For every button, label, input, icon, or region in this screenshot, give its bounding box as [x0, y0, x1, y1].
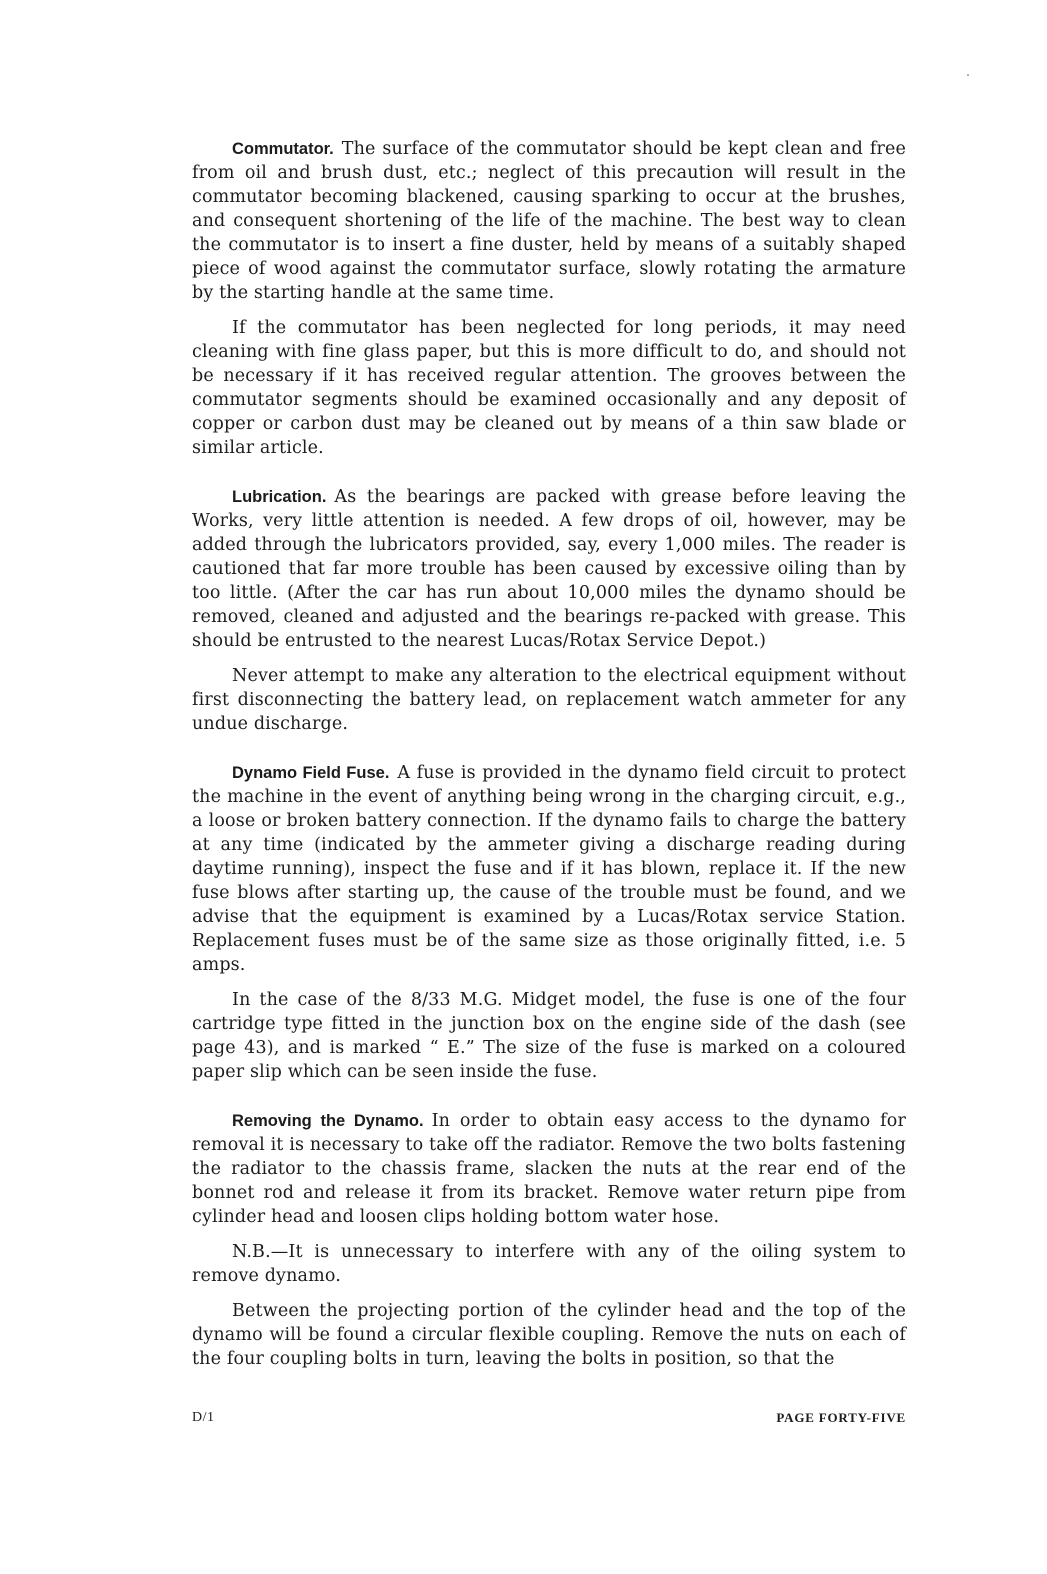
footer-code: D/1 — [192, 1410, 215, 1425]
lubrication-paragraph-2: Never attempt to make any alteration to the electrical equipment without first disconnecting the battery lead, on replacement watch ammeter for any undue discharge. — [192, 666, 906, 734]
lubrication-text: As the bearings are packed with grease before leaving the Works, very little attention is needed. A few drops of oil, however, may be added through the lubricators provided, say, every 1,000 miles. The reader is cautioned that far more trouble has been caused by excessive oiling than by too little. (After the car has run about 10,000 miles the dynamo should be removed, cleaned and adjusted and the bearings re-packed with grease. This should be entrusted to the nearest Lucas/Rotax Service Depot.) — [192, 487, 906, 651]
page-number: PAGE FORTY-FIVE — [776, 1410, 906, 1425]
commutator-paragraph — [192, 137, 906, 305]
commutator-heading: Commutator. — [232, 140, 334, 158]
page-footer — [192, 1410, 906, 1426]
fuse-paragraph — [192, 761, 906, 977]
removing-paragraph-2: N.B.—It is unnecessary to interfere with any of the oiling system to remove dynamo. — [192, 1242, 906, 1286]
fuse-heading: Dynamo Field Fuse. — [232, 764, 390, 782]
removing-text: In order to obtain easy access to the dynamo for removal it is necessary to take off the radiator. Remove the two bolts fastening the radiator to the chassis frame, slacken the nuts at the rear end of the bonnet rod and release it from its bracket. Remove water return pipe from cylinder head and loosen clips holding bottom water hose. — [192, 1111, 906, 1227]
fuse-paragraph-2: In the case of the 8/33 M.G. Midget model, the fuse is one of the four cartridge type fitted in the junction box on the engine side of the dash (see page 43), and is marked “ E.” The size of the fuse is marked on a coloured paper slip which can be seen inside the fuse. — [192, 990, 906, 1082]
commutator-text: The surface of the commutator should be kept clean and free from oil and brush dust, etc.; neglect of this precaution will result in the commutator becoming blackened, causing sparking to occur at the brushes, and consequent shortening of the life of the machine. The best way to clean the commutator is to insert a fine duster, held by means of a suitably shaped piece of wood against the commutator surface, slowly rotating the armature by the starting handle at the same time. — [192, 139, 906, 303]
lubrication-paragraph — [192, 485, 906, 653]
removing-paragraph-3: Between the projecting portion of the cylinder head and the top of the dynamo will be found a circular flexible coupling. Remove the nuts on each of the four coupling bolts in turn, leaving the bolts in position, so that the — [192, 1301, 906, 1369]
commutator-paragraph-2: If the commutator has been neglected for long periods, it may need cleaning with fine glass paper, but this is more difficult to do, and should not be necessary if it has received regular attention. The grooves between the commutator segments should be examined occasionally and any deposit of copper or carbon dust may be cleaned out by means of a thin saw blade or similar article. — [192, 318, 906, 458]
lubrication-heading: Lubrication. — [232, 488, 327, 506]
removing-paragraph — [192, 1109, 906, 1229]
page-body — [192, 137, 906, 1371]
fuse-text: A fuse is provided in the dynamo field circuit to protect the machine in the event of anything being wrong in the charging circuit, e.g., a loose or broken battery connection. If the dynamo fails to charge the battery at any time (indicated by the ammeter giving a discharge reading during daytime running), inspect the fuse and if it has blown, replace it. If the new fuse blows after starting up, the cause of the trouble must be found, and we advise that the equipment is examined by a Lucas/Rotax service Station. Replacement fuses must be of the same size as those originally fitted, i.e. 5 amps. — [192, 763, 906, 975]
removing-heading: Removing the Dynamo. — [232, 1112, 424, 1130]
scan-speck — [967, 74, 969, 76]
